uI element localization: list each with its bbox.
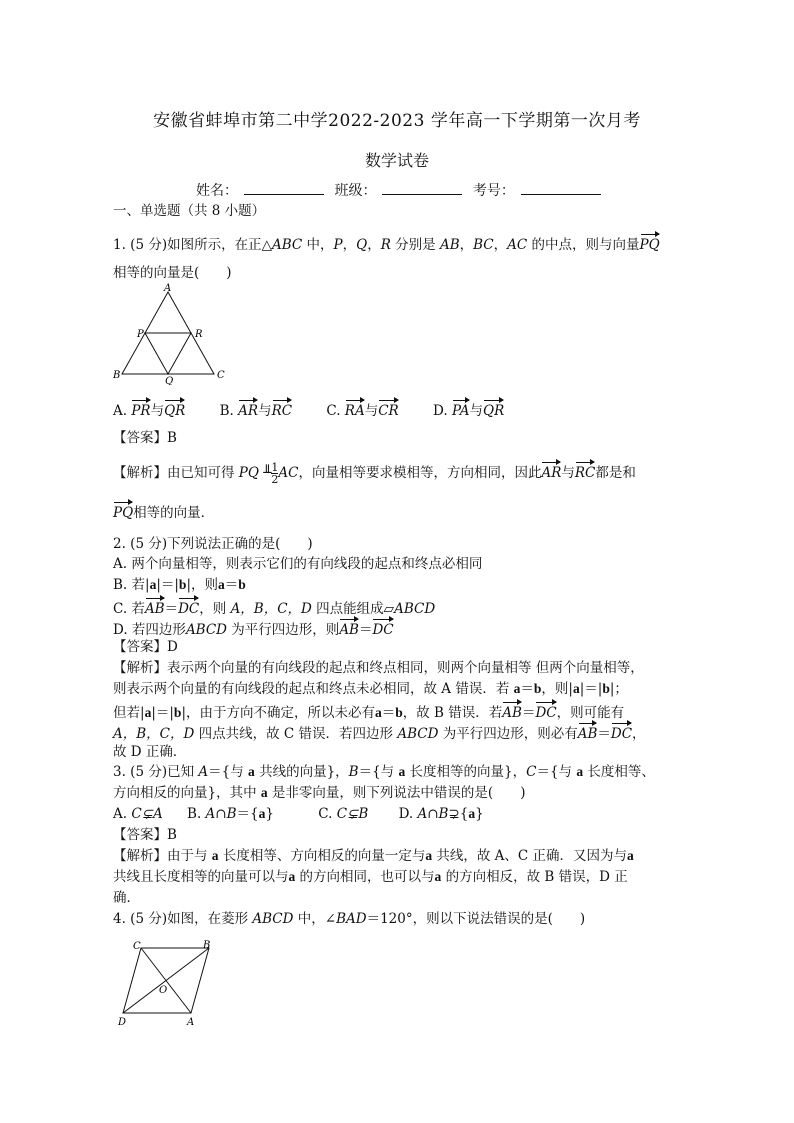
class-label: 班级：	[334, 183, 377, 199]
bold-vector: a	[288, 869, 296, 884]
bold-vector: a	[572, 681, 580, 696]
math: AC	[278, 465, 299, 481]
text: 四点共线，故 C 错误．若四边形	[194, 726, 398, 742]
label-d: D	[118, 1017, 127, 1028]
bold-vector: a	[248, 764, 255, 779]
q1-option-c[interactable]	[326, 398, 398, 421]
bold-vector: b	[533, 681, 542, 696]
math: Q	[356, 237, 368, 253]
section-title: 一、单选题（共 8 小题）	[113, 203, 266, 219]
math: B	[348, 764, 359, 780]
bold-vector: a	[260, 785, 268, 800]
text: ，向量相等要求模相等，方向相同，因此	[298, 465, 542, 481]
text: 都是和	[595, 465, 636, 481]
vector: CR	[378, 398, 399, 421]
text: 的中点，则与向量	[527, 237, 640, 253]
q1-option-d[interactable]	[433, 398, 504, 421]
text: |＝|	[156, 577, 179, 593]
text: D. 若四边形	[113, 622, 186, 638]
exam-title: 安徽省蚌埠市第二中学2022-2023 学年高一下学期第一次月考	[153, 111, 641, 131]
text: ⊋{	[448, 806, 469, 822]
q3-answer: 【答案】B	[113, 827, 177, 843]
text: ＝	[520, 681, 534, 697]
text: 3. (5 分)已知	[113, 764, 199, 780]
text: 方向相反的向量}，其中	[113, 785, 261, 801]
label-q: Q	[165, 376, 174, 385]
q2-stem: 2. (5 分)下列说法正确的是( )	[113, 536, 313, 552]
student-info-line	[196, 180, 607, 200]
option-letter: C.	[318, 806, 337, 822]
vector: RA	[345, 398, 365, 421]
vector-ab: AB	[145, 596, 165, 619]
text: }	[475, 806, 484, 822]
class-blank[interactable]	[382, 182, 462, 195]
vector: AR	[238, 398, 258, 421]
text: 长度相等的向量}，	[405, 764, 527, 780]
math: A∩B	[205, 806, 237, 822]
text: 为平行四边形，则	[227, 622, 340, 638]
option-letter: C.	[326, 403, 345, 419]
text: ＝	[164, 601, 179, 617]
text: |，则	[186, 577, 218, 593]
text: 分别是	[390, 237, 440, 253]
q1-explanation-line2	[113, 500, 214, 523]
text: ，则|	[541, 681, 573, 697]
parallel-equal-symbol: ╨	[258, 465, 272, 481]
bold-vector: a	[576, 764, 584, 779]
text: ＝{与	[358, 764, 399, 780]
vector: PR	[131, 398, 150, 421]
text: ＝120°，则以下说法错误的是( )	[366, 911, 586, 927]
text: ，	[459, 237, 474, 253]
text: C. 若	[113, 601, 145, 617]
text: ，故 B 错误．若	[402, 705, 503, 721]
text: |，由于方向不确定，所以未必有	[181, 705, 375, 721]
q3-option-d[interactable]	[399, 804, 484, 824]
option-letter: A.	[113, 806, 132, 822]
text: 但若|	[113, 705, 145, 721]
name-blank[interactable]	[244, 182, 324, 195]
math: A，B，C，D	[230, 601, 312, 617]
math: AB	[439, 237, 460, 253]
q2-option-a[interactable]: A. 两个向量相等，则表示它们的有向线段的起点和终点必相同	[113, 556, 483, 572]
vector: QR	[483, 398, 504, 421]
text: ＝	[381, 705, 396, 721]
text: |＝|	[579, 681, 603, 697]
inner-triangle	[145, 333, 191, 374]
label-b: B	[113, 370, 121, 381]
text: 与	[364, 403, 379, 419]
text: 共线，故 A、C 正确．又因为与	[432, 848, 628, 864]
text: 长度相等、	[583, 764, 655, 780]
exam-subtitle: 数学试卷	[364, 151, 429, 170]
vector-ar: AR	[541, 460, 561, 483]
text: 为平行四边形，则必有	[438, 726, 578, 742]
math: PQ	[238, 465, 259, 481]
q2-option-c[interactable]	[113, 596, 435, 619]
option-letter: D.	[398, 806, 418, 822]
label-a: A	[187, 1017, 195, 1028]
vector-ab: AB	[502, 700, 522, 723]
text: ＝	[521, 705, 536, 721]
text: ，则可能有	[556, 705, 625, 721]
bold-vector: a	[425, 848, 433, 863]
label-r: R	[195, 329, 203, 340]
q2-explanation-line3	[113, 700, 624, 723]
bold-vector: a	[375, 705, 382, 720]
math: A	[198, 764, 209, 780]
bold-vector: a	[258, 806, 266, 821]
q2-explanation-line1: 【解析】表示两个向量的有向线段的起点和终点相同，则两个向量相等 但两个向量相等，	[113, 660, 644, 676]
q1-stem-line1	[113, 232, 660, 255]
text: |＝|	[151, 705, 174, 721]
label-b: B	[203, 940, 211, 951]
text: 是非零向量，则下列说法中错误的是( )	[267, 785, 526, 801]
text: ，	[493, 237, 508, 253]
bold-vector: b	[602, 681, 610, 696]
text: 与	[150, 403, 165, 419]
name-label: 姓名：	[196, 183, 238, 199]
q3-options	[113, 804, 514, 824]
q3-option-c[interactable]	[318, 804, 368, 824]
label-c: C	[133, 941, 141, 952]
bold-vector: a	[144, 705, 152, 720]
bold-vector: a	[627, 848, 634, 863]
text: B. 若|	[113, 577, 150, 593]
math: BC	[473, 237, 494, 253]
math: BAD	[336, 911, 367, 927]
bold-vector: b	[395, 705, 403, 720]
q3-stem-line1	[113, 762, 655, 782]
bold-vector: b	[178, 577, 187, 592]
bold-vector: a	[149, 577, 157, 592]
label-a: A	[164, 283, 172, 294]
text: 与	[561, 465, 575, 481]
text: 相等的向量．	[133, 505, 215, 521]
q3-option-b[interactable]	[187, 804, 274, 824]
option-letter: B.	[187, 806, 206, 822]
bold-vector: a	[211, 848, 219, 863]
text: 四点能组成▱	[311, 601, 395, 617]
vector-ab: AB	[339, 617, 359, 640]
q1-options	[113, 398, 534, 421]
math: C⊊B	[336, 806, 369, 822]
math: C	[526, 764, 537, 780]
q2-option-b[interactable]	[113, 575, 246, 595]
text: 的方向相反，故 B 错误，D 正	[441, 869, 628, 885]
math: ABCD	[185, 622, 228, 638]
text: ＝	[358, 622, 373, 638]
text: ＝	[224, 577, 239, 593]
math: A，B，C，D	[113, 726, 195, 742]
vector-dc: DC	[178, 596, 199, 619]
denominator: 2	[271, 473, 279, 486]
label-p: P	[137, 329, 144, 340]
bold-vector: a	[468, 806, 476, 821]
q2-answer: 【答案】D	[113, 639, 178, 655]
bold-vector: a	[218, 577, 225, 592]
text: }	[265, 806, 274, 822]
math: AC	[507, 237, 528, 253]
text: 与	[469, 403, 484, 419]
text: ＝{与	[208, 764, 249, 780]
text: ，	[632, 726, 646, 742]
math: C⊊A	[131, 806, 163, 822]
text: 【解析】由于与	[113, 848, 212, 864]
text: 1. (5 分)如图所示，在正△	[113, 237, 272, 253]
vector-dc: DC	[535, 700, 556, 723]
q4-stem	[113, 909, 585, 929]
q1-stem-line2: 相等的向量是( )	[113, 265, 232, 281]
q1-option-a[interactable]	[113, 398, 185, 421]
option-letter: D.	[433, 403, 452, 419]
label-o: O	[159, 985, 168, 996]
text: 【解析】由已知可得	[113, 465, 239, 481]
bold-vector: a	[513, 681, 521, 696]
rhombus-figure	[112, 936, 222, 1028]
math: P	[333, 237, 343, 253]
q3-explanation-line1	[113, 846, 634, 866]
math: ABCD	[252, 911, 294, 927]
q2-explanation-line5: 故 D 正确．	[113, 744, 187, 760]
text: ＝{与	[536, 764, 577, 780]
text: 中，∠	[293, 911, 337, 927]
text: ，	[342, 237, 357, 253]
vector: PA	[452, 398, 470, 421]
exam-no-blank[interactable]	[521, 182, 601, 195]
vector-pq: PQ	[113, 500, 133, 523]
bold-vector: a	[398, 764, 406, 779]
q3-explanation-line2	[113, 867, 628, 887]
q3-stem-line2	[113, 783, 525, 803]
q3-option-a[interactable]	[113, 804, 163, 824]
q1-explanation-line1	[113, 460, 636, 485]
text: ，	[367, 237, 381, 253]
bold-vector: a	[434, 869, 442, 884]
math: ABC	[271, 237, 303, 253]
text: 共线且长度相等的向量可以与	[113, 869, 289, 885]
text: ，则	[199, 601, 231, 617]
math: ABCD	[397, 726, 439, 742]
q1-option-b[interactable]	[220, 398, 292, 421]
diagonal-bd	[123, 948, 209, 1013]
math: ABCD	[394, 601, 436, 617]
text: |；	[609, 681, 628, 697]
q1-answer: 【答案】B	[113, 430, 177, 446]
q3-explanation-line3: 确．	[113, 890, 140, 906]
label-c: C	[217, 370, 225, 381]
option-letter: A.	[113, 403, 132, 419]
math: R	[380, 237, 391, 253]
vector-pq: PQ	[640, 232, 660, 255]
vector-ab: AB	[578, 721, 598, 744]
text: 与	[258, 403, 272, 419]
q2-explanation-line4	[113, 721, 646, 744]
text: 则表示两个向量的有向线段的起点和终点未必相同，故 A 错误．若	[113, 681, 514, 697]
text: 的方向相同，也可以与	[295, 869, 435, 885]
numerator: 1	[271, 461, 279, 474]
text: ＝{	[236, 806, 259, 822]
q2-explanation-line2	[113, 679, 628, 699]
vector-dc: DC	[372, 617, 393, 640]
text: 4. (5 分)如图，在菱形	[113, 911, 253, 927]
text: 中，	[302, 237, 334, 253]
math: A∩B	[417, 806, 449, 822]
option-letter: B.	[219, 403, 239, 419]
triangle-figure	[108, 283, 230, 385]
exam-no-label: 考号：	[472, 183, 515, 199]
vector-dc: DC	[611, 721, 632, 744]
bold-vector: b	[238, 577, 246, 592]
bold-vector: b	[173, 705, 182, 720]
vector: RC	[272, 398, 293, 421]
text: ＝	[597, 726, 611, 742]
vector-rc: RC	[575, 460, 596, 483]
text: 长度相等、方向相反的向量一定与	[218, 848, 426, 864]
vector: QR	[164, 398, 185, 421]
text: 共线的向量}，	[254, 764, 349, 780]
